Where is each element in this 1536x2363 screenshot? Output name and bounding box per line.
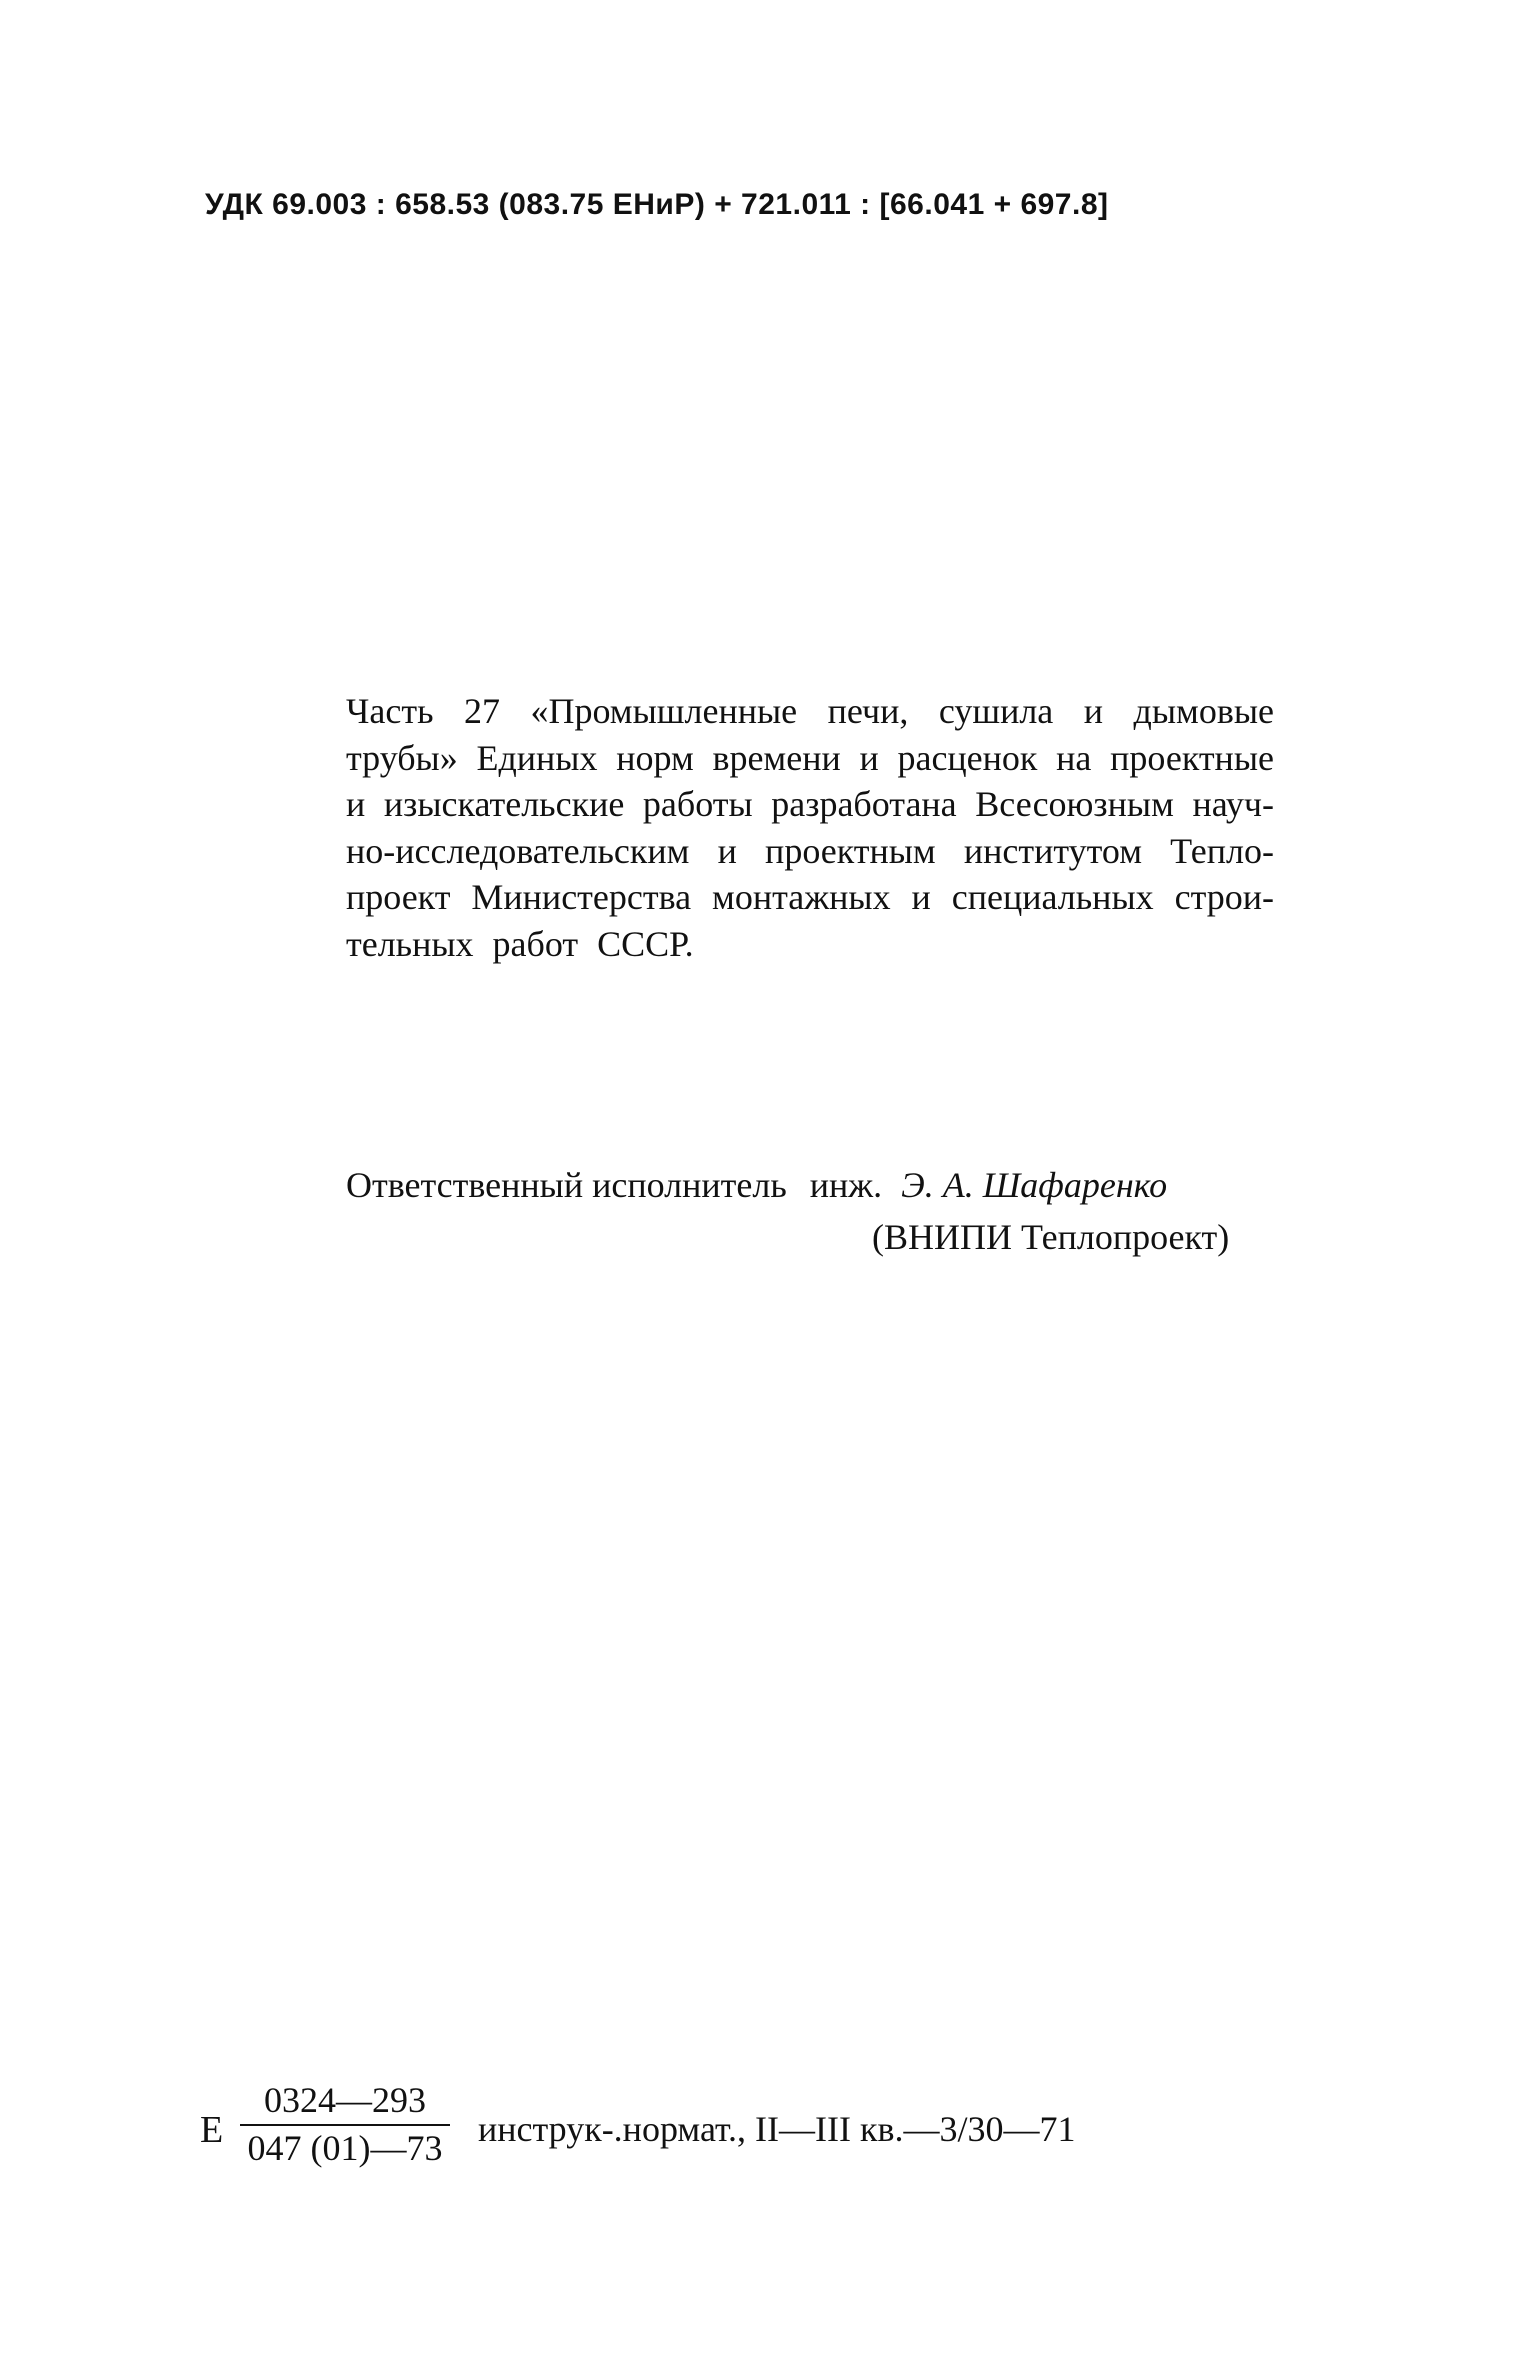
index-fraction xyxy=(240,2078,450,2170)
responsible-executor xyxy=(346,1160,1167,1210)
index-numerator: 0324—293 xyxy=(264,2080,426,2120)
intro-line: но-исследовательским и проектным институтом Тепло- xyxy=(346,830,1274,871)
intro-line: трубы» Единых норм времени и расценок на проектные xyxy=(346,737,1274,778)
intro-line: Часть 27 «Промышленные печи, сушила и дымовые xyxy=(346,691,1274,731)
responsible-organization: (ВНИПИ Теплопроект) xyxy=(872,1217,1230,1257)
intro-line: проект Министерства монтажных и специальных строи- xyxy=(346,877,1274,917)
udc-classification: УДК 69.003 : 658.53 (083.75 ЕНиР) + 721.011 : [66.041 + 697.8] xyxy=(205,188,1109,221)
responsible-label: Ответственный исполнитель xyxy=(346,1165,787,1205)
intro-line: и изыскательские работы разработана Всесоюзным науч- xyxy=(346,784,1274,824)
intro-paragraph xyxy=(346,688,1274,967)
intro-line: тельных работ СССР. xyxy=(346,923,694,964)
index-details: инструк-.нормат., II—III кв.—3/30—71 xyxy=(478,2109,1076,2149)
index-letter: Е xyxy=(200,2109,224,2151)
index-denominator: 047 (01)—73 xyxy=(247,2128,443,2168)
responsible-title: инж. xyxy=(809,1165,883,1205)
responsible-name: Э. А. Шафаренко xyxy=(901,1165,1168,1205)
